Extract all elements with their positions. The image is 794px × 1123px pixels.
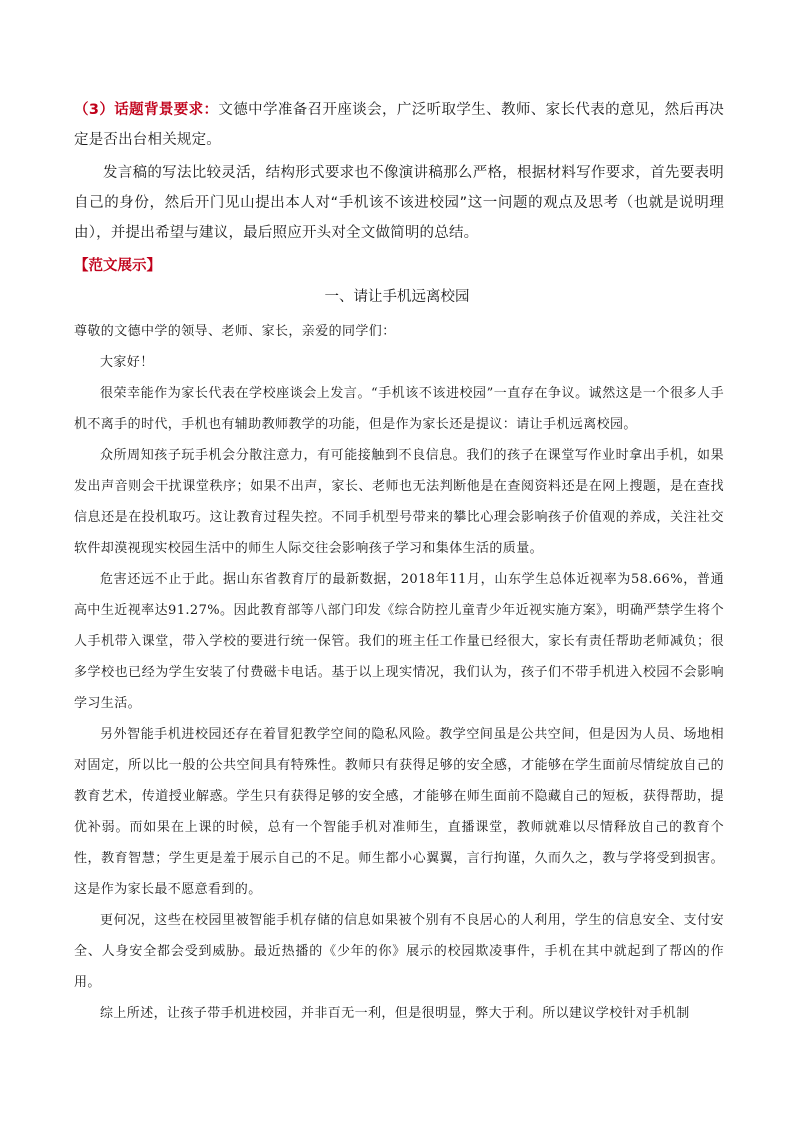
topic-requirement-paragraph: [74, 95, 724, 155]
topic-requirement: [74, 95, 724, 155]
writing-note-paragraph: 发言稿的写法比较灵活，结构形式要求也不像演讲稿那么严格，根据材料写作要求，首先要表明自己的身份，然后开门见山提出本人对“手机该不该进校园”这一问题的观点及思考（也就是说明理由），并提出希望与建议，最后照应开头对全文做简明的总结。: [74, 165, 724, 241]
topic-text: 文德中学准备召开座谈会，广泛听取学生、教师、家长代表的意见，然后再决定是否出台相关规定。: [74, 102, 724, 148]
essay-paragraph: 综上所述，让孩子带手机进校园，并非百无一利，但是很明显，弊大于利。所以建议学校针对手机制: [100, 1006, 690, 1021]
topic-label: （3）话题背景要求：: [74, 102, 219, 118]
section-heading: 【范文展示】: [74, 258, 161, 274]
essay-body: [74, 316, 724, 1029]
essay-salutation: 尊敬的文德中学的领导、老师、家长，亲爱的同学们：: [74, 324, 396, 339]
essay-paragraph: 众所周知孩子玩手机会分散注意力，有可能接触到不良信息。我们的孩子在课堂写作业时拿出手机，如果发出声音则会干扰课堂秩序；如果不出声，家长、老师也无法判断他是在查阅资料还是在网上搜题，是在查找信息还是在投机取巧。这让教育过程失控。不同手机型号带来的攀比心理会影响孩子价值观的养成，关注社交软件却漠视现实校园生活中的师生人际交往会影响孩子学习和集体生活的质量。: [74, 448, 724, 556]
essay-greeting: 大家好！: [100, 355, 154, 370]
essay-paragraph: 很荣幸能作为家长代表在学校座谈会上发言。“手机该不该进校园”一直存在争议。诚然这是一个很多人手机不离手的时代，手机也有辅助教师教学的功能，但是作为家长还是提议：请让手机远离校园。: [74, 386, 724, 432]
essay-title: 一、请让手机远离校园: [324, 289, 470, 305]
essay-paragraph: 危害还远不止于此。据山东省教育厅的最新数据，2018年11月，山东学生总体近视率为58.66%，普通高中生近视率达91.27%。因此教育部等八部门印发《综合防控儿童青少年近视实施方案》，明确严禁学生将个人手机带入课堂，带入学校的要进行统一保管。我们的班主任工作量已经很大，家长有责任帮助老师减负；很多学校也已经为学生安装了付费磁卡电话。基于以上现实情况，我们认为，孩子们不带手机进入校园不会影响学习生活。: [74, 572, 724, 711]
writing-note: [74, 158, 724, 248]
essay-paragraph: 更何况，这些在校园里被智能手机存储的信息如果被个别有不良居心的人利用，学生的信息安全、支付安全、人身安全都会受到威胁。最近热播的《少年的你》展示的校园欺凌事件，手机在其中就起到了帮凶的作用。: [74, 913, 724, 990]
essay-paragraph: 另外智能手机进校园还存在着冒犯教学空间的隐私风险。教学空间虽是公共空间，但是因为人员、场地相对固定，所以比一般的公共空间具有特殊性。教师只有获得足够的安全感，才能够在学生面前尽情绽放自己的教育艺术，传道授业解惑。学生只有获得足够的安全感，才能够在师生面前不隐藏自己的短板，获得帮助，提优补弱。而如果在上课的时候，总有一个智能手机对准师生，直播课堂，教师就难以尽情释放自己的教育个性，教育智慧；学生更是羞于展示自己的不足。师生都小心翼翼，言行拘谨，久而久之，教与学将受到损害。这是作为家长最不愿意看到的。: [74, 727, 724, 897]
